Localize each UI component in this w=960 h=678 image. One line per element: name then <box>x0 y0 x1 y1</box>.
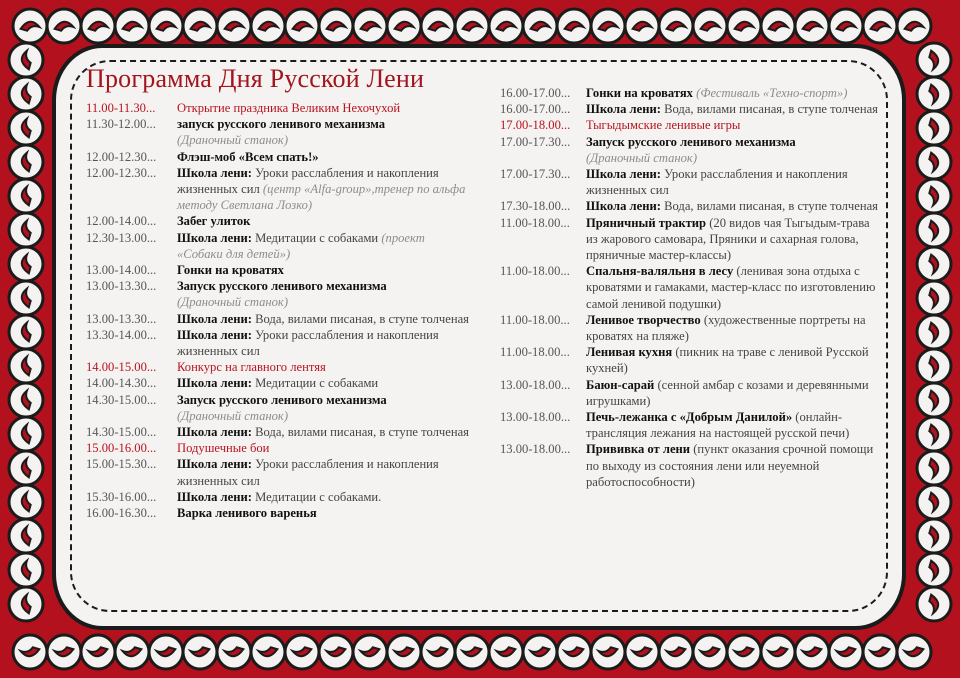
event-description: (сенной амбар с козами и деревянными игрушками) <box>586 377 869 408</box>
schedule-row <box>500 409 882 441</box>
event-name: Подушечные бои <box>177 441 270 456</box>
event-content <box>586 344 882 376</box>
event-note: (центр «Alfa-group»,тренер по альфа методу Светлана Лозко) <box>177 182 466 213</box>
schedule-column-left <box>86 100 470 521</box>
event-name: Забег улиток <box>177 214 251 229</box>
schedule-row <box>500 101 882 117</box>
schedule-row <box>86 311 470 327</box>
event-name: Пряничный трактир <box>586 215 707 230</box>
event-time: 13.30-14.00... <box>86 327 157 342</box>
event-time: 14.00-15.00... <box>86 360 157 375</box>
event-name: Школа лени: <box>177 327 252 342</box>
event-name: Гонки на кроватях <box>177 263 284 278</box>
event-name: Открытие праздника Великим Нехочухой <box>177 101 401 115</box>
event-note: (Драночный станок) <box>586 150 698 165</box>
event-content <box>177 311 470 327</box>
event-description: (ленивая зона отдыха с кроватями и гамаками, мастер-класс по изготовлению самой ленивой подушки) <box>586 264 876 311</box>
event-content <box>177 440 470 456</box>
schedule-row <box>86 230 470 262</box>
event-time: 13.00-13.30... <box>86 311 157 326</box>
event-time: 11.00-18.00... <box>500 312 570 327</box>
event-time: 12.30-13.00... <box>86 230 157 245</box>
schedule-row <box>86 489 470 505</box>
event-name: Школа лени: <box>177 230 252 245</box>
event-description: (20 видов чая Тыгыдым-трава из жарового самовара, Пряники и сахарная голова, пряничные мастер-классы) <box>586 215 870 263</box>
event-name: Тыгыдымские ленивые игры <box>586 118 741 133</box>
event-content <box>177 375 470 391</box>
event-content <box>177 327 470 359</box>
event-time: 13.00-18.00... <box>500 410 571 425</box>
event-name: Школа лени: <box>177 376 252 391</box>
schedule-row <box>86 278 470 310</box>
event-name: Флэш-моб «Всем спать!» <box>177 149 319 164</box>
event-description: Уроки расслабления и накопления жизненных сил <box>177 165 439 197</box>
event-content <box>586 134 882 166</box>
schedule-row <box>86 149 470 165</box>
event-content <box>586 198 882 214</box>
event-name: Школа лени: <box>177 311 252 326</box>
event-name: Конкурс на главного лентяя <box>177 360 326 375</box>
event-note: (проект «Собаки для детей») <box>177 230 425 261</box>
event-time: 14.00-14.30... <box>86 376 157 391</box>
event-content <box>586 441 882 490</box>
schedule-row <box>500 134 882 166</box>
event-content <box>177 489 470 505</box>
schedule-row <box>500 166 882 198</box>
event-content <box>586 101 882 117</box>
event-time: 15.30-16.00... <box>86 489 157 504</box>
event-name: Школа лени: <box>177 425 252 440</box>
schedule-row <box>500 377 882 409</box>
event-time: 15.00-16.00... <box>86 441 157 456</box>
event-time: 13.00-18.00... <box>500 442 571 457</box>
event-name: Ленивое творчество <box>586 312 701 327</box>
event-time: 16.00-16.30... <box>86 506 157 521</box>
event-note: (Драночный станок) <box>177 295 289 310</box>
event-description: Вода, вилами писаная, в ступе толченая <box>664 199 878 214</box>
event-time: 17.00-17.30... <box>500 134 571 149</box>
schedule-column-right <box>500 85 882 490</box>
event-time: 13.00-13.30... <box>86 279 157 294</box>
page-title: Программа Дня Русской Лени <box>86 64 425 93</box>
schedule-row <box>500 441 882 490</box>
event-description: Медитации с собаками <box>255 376 379 391</box>
schedule-row <box>86 359 470 375</box>
event-content <box>177 392 470 424</box>
event-name: Школа лени: <box>586 102 661 117</box>
event-description: (онлайн-трансляция лежания на настоящей русской печи) <box>586 410 850 441</box>
schedule-row <box>500 85 882 101</box>
event-name: Печь-лежанка с «Добрым Данилой» <box>586 410 793 425</box>
event-content <box>177 456 470 488</box>
event-note: (Драночный станок) <box>177 408 289 423</box>
event-time: 11.00-18.00... <box>500 345 570 360</box>
event-description: Уроки расслабления и накопления жизненных сил <box>177 457 439 488</box>
event-description: (пункт оказания срочной помощи по выходу из состояния лени или неуемной работоспособности) <box>586 442 874 489</box>
event-name: Школа лени: <box>177 165 252 180</box>
event-time: 12.00-12.30... <box>86 165 157 180</box>
event-time: 15.00-15.30... <box>86 457 157 472</box>
event-description: Медитации с собаками <box>255 230 379 245</box>
event-time: 17.30-18.00... <box>500 199 571 214</box>
event-name: запуск русского ленивого механизма <box>177 117 386 132</box>
event-name: Ленивая кухня <box>586 345 673 360</box>
event-content <box>586 377 882 409</box>
event-content <box>177 116 470 148</box>
event-content <box>586 85 882 101</box>
event-description: (пикник на траве с ленивой Русской кухней) <box>586 345 869 376</box>
event-time: 12.00-14.00... <box>86 214 157 229</box>
event-content <box>177 165 470 214</box>
event-time: 14.30-15.00... <box>86 425 157 440</box>
event-content <box>586 312 882 344</box>
event-name: Школа лени: <box>177 457 252 472</box>
event-content <box>177 278 470 310</box>
event-note: (Драночный станок) <box>177 133 289 148</box>
schedule-row <box>86 165 470 214</box>
event-time: 16.00-17.00... <box>500 102 571 117</box>
schedule-row <box>500 263 882 312</box>
event-content <box>586 215 882 264</box>
schedule-row <box>86 213 470 229</box>
event-note: (Фестиваль «Техно-спорт») <box>696 86 848 100</box>
event-content <box>586 117 882 133</box>
event-description: Вода, вилами писаная, в ступе толченая <box>255 425 469 440</box>
schedule-row <box>86 440 470 456</box>
event-name: Прививка от лени <box>586 442 691 457</box>
schedule-row <box>86 392 470 424</box>
event-description: Вода, вилами писаная, в ступе толченая <box>664 102 878 117</box>
event-content <box>177 359 470 375</box>
event-content <box>177 424 470 440</box>
event-name: Запуск русского ленивого механизма <box>586 134 796 149</box>
event-content <box>586 409 882 441</box>
event-description: Вода, вилами писаная, в ступе толченая <box>255 311 469 326</box>
event-name: Школа лени: <box>586 199 661 214</box>
schedule-row <box>500 312 882 344</box>
event-description: Уроки расслабления и накопления жизненных сил <box>177 327 439 359</box>
event-time: 14.30-15.00... <box>86 392 157 407</box>
schedule-row <box>500 198 882 214</box>
event-description: Уроки расслабления и накопления жизненных сил <box>586 167 848 198</box>
event-content <box>177 100 470 116</box>
schedule-row <box>500 215 882 264</box>
event-name: Школа лени: <box>177 489 252 504</box>
event-time: 17.00-18.00... <box>500 118 571 133</box>
schedule-row <box>86 424 470 440</box>
event-time: 12.00-12.30... <box>86 149 157 164</box>
event-name: Спальня-валяльня в лесу <box>586 264 734 279</box>
event-content <box>177 505 470 521</box>
schedule-row <box>86 375 470 391</box>
event-time: 11.30-12.00... <box>86 117 156 132</box>
event-time: 17.00-17.30... <box>500 167 571 182</box>
event-time: 11.00-18.00... <box>500 215 570 230</box>
event-time: 16.00-17.00... <box>500 86 571 100</box>
schedule-row <box>86 505 470 521</box>
event-description: (художественные портреты на кроватях на пляже) <box>586 312 866 344</box>
schedule-row <box>86 116 470 148</box>
event-name: Школа лени: <box>586 167 661 182</box>
event-content <box>177 213 470 229</box>
event-name: Баюн-сарай <box>586 377 655 392</box>
event-content <box>177 262 470 278</box>
event-content <box>586 263 882 312</box>
event-time: 13.00-18.00... <box>500 377 571 392</box>
event-name: Варка ленивого варенья <box>177 506 317 521</box>
event-time: 13.00-14.00... <box>86 263 157 278</box>
event-description: Медитации с собаками. <box>255 489 382 504</box>
event-content <box>177 230 470 262</box>
event-time: 11.00-11.30... <box>86 101 156 115</box>
schedule-row <box>86 456 470 488</box>
schedule-row <box>86 327 470 359</box>
event-name: Запуск русского ленивого механизма <box>177 392 387 407</box>
event-time: 11.00-18.00... <box>500 264 570 279</box>
schedule-row <box>86 262 470 278</box>
schedule-row <box>500 344 882 376</box>
schedule-row <box>86 100 470 116</box>
event-name: Запуск русского ленивого механизма <box>177 279 387 294</box>
event-content <box>177 149 470 165</box>
schedule-row <box>500 117 882 133</box>
event-name: Гонки на кроватях <box>586 86 693 100</box>
event-content <box>586 166 882 198</box>
